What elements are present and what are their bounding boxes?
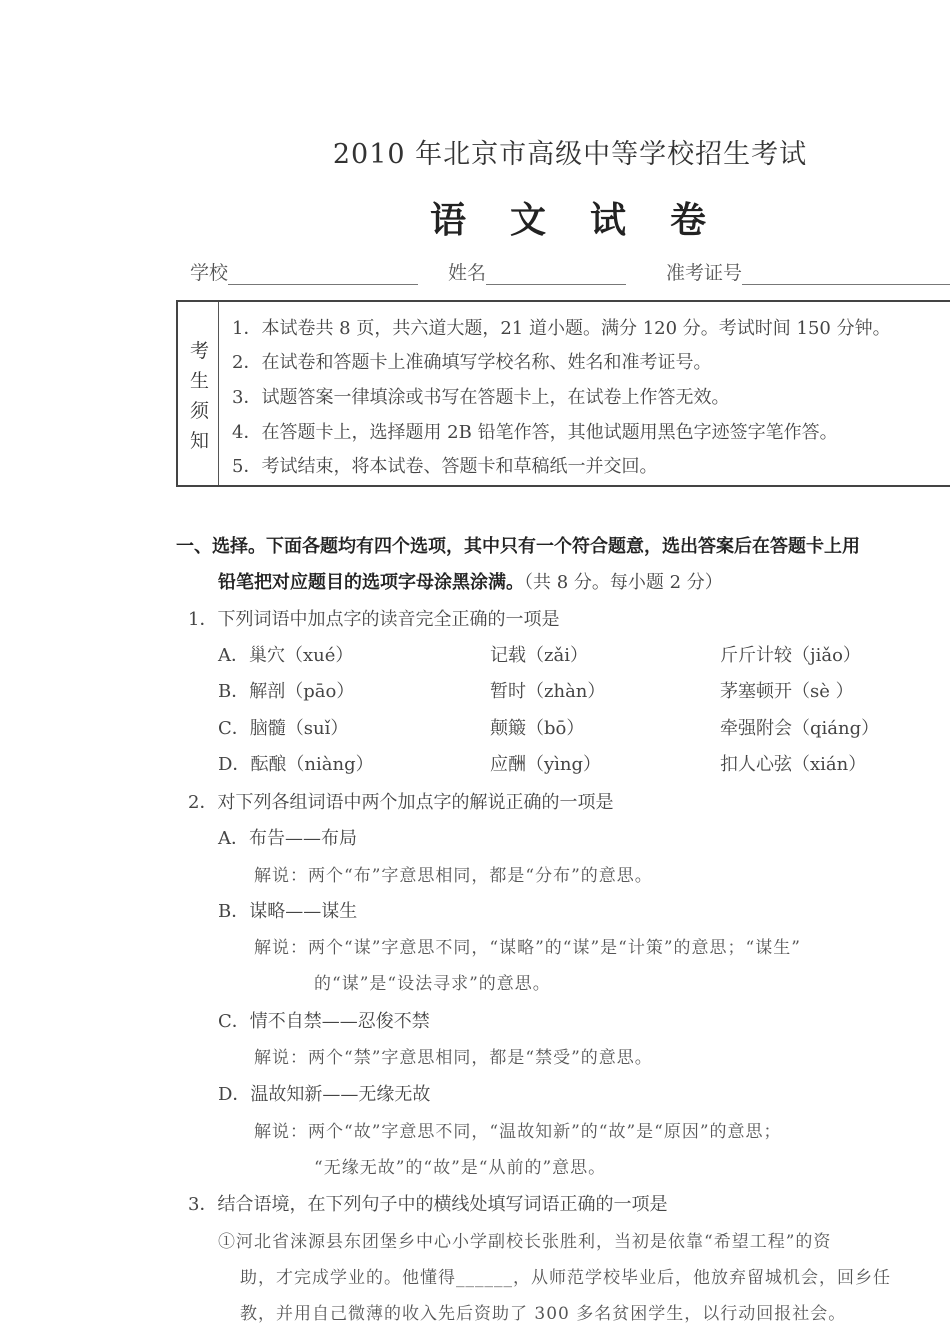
school-field[interactable] [228,262,418,285]
section-score-note: （共 8 分。每小题 2 分） [524,572,723,593]
option-cell: D．酝酿（niàng） [218,754,374,775]
option-cell: 扣人心弦（xián） [720,754,867,775]
option-explanation: “无缘无故”的“故”是“从前的”意思。 [314,1158,607,1178]
section-heading-line2 [218,568,723,594]
notice-item: 1．本试卷共 8 页，共六道大题，21 道小题。满分 120 分。考试时间 150 分钟。 [232,318,891,339]
exam-title: 2010 年北京市高级中等学校招生考试 [332,139,808,170]
passage-line: 助，才完成学业的。他懂得______，从师范学校毕业后，他放弃留城机会，回乡任 [240,1268,891,1288]
option-cell: B．解剖（pāo） [218,681,355,702]
option-label: D．温故知新——无缘无故 [218,1084,431,1105]
name-label: 姓名 [448,262,487,284]
option-cell: 斤斤计较（jiǎo） [720,645,861,666]
paper-subtitle: 语 文 试 卷 [429,199,710,241]
option-cell: 记载（zǎi） [490,645,588,666]
passage-line: 教，并用自己微薄的收入先后资助了 300 多名贫困学生，以行动回报社会。 [240,1304,847,1324]
exam-id-field[interactable] [742,262,950,285]
option-cell: 牵强附会（qiáng） [720,718,880,739]
school-label: 学校 [190,262,229,284]
notice-label-char: 须 [190,400,210,422]
option-explanation: 解说：两个“谋”字意思不同，“谋略”的“谋”是“计策”的意思；“谋生” [254,938,801,958]
question-stem: 1．下列词语中加点字的读音完全正确的一项是 [188,609,560,630]
question-stem: 3．结合语境，在下列句子中的横线处填写词语正确的一项是 [188,1194,668,1215]
option-cell: 应酬（yìng） [490,754,602,775]
option-cell: 暂时（zhàn） [490,681,606,702]
notice-item: 3．试题答案一律填涂或书写在答题卡上，在试卷上作答无效。 [232,387,730,408]
option-cell: 茅塞顿开（sè ） [720,681,854,702]
notice-item: 4．在答题卡上，选择题用 2B 铅笔作答，其他试题用黑色字迹签字笔作答。 [232,422,838,443]
notice-item: 2．在试卷和答题卡上准确填写学校名称、姓名和准考证号。 [232,352,712,373]
exam-notice-box [176,300,950,487]
option-label: C．情不自禁——忍俊不禁 [218,1011,430,1032]
section-heading: 一、选择。下面各题均有四个选项，其中只有一个符合题意，选出答案后在答题卡上用 [176,536,860,557]
notice-label-char: 生 [190,370,210,392]
question-stem: 2．对下列各组词语中两个加点字的解说正确的一项是 [188,792,614,813]
option-explanation: 的“谋”是“设法寻求”的意思。 [314,974,551,994]
option-cell: 颠簸（bō） [490,718,585,739]
notice-label [178,302,219,485]
option-label: B．谋略——谋生 [218,901,358,922]
option-cell: A．巢穴（xué） [218,645,354,666]
section-instruction: 铅笔把对应题目的选项字母涂黑涂满。 [218,572,524,593]
notice-label-char: 考 [190,340,210,362]
option-explanation: 解说：两个“禁”字意思相同，都是“禁受”的意思。 [254,1048,653,1068]
option-label: A．布告——布局 [218,828,357,849]
notice-label-char: 知 [190,430,210,452]
option-explanation: 解说：两个“布”字意思相同，都是“分布”的意思。 [254,866,653,886]
passage-line: ①河北省涞源县东团堡乡中心小学副校长张胜利，当初是依靠“希望工程”的资 [218,1232,832,1252]
name-field[interactable] [486,262,626,285]
option-cell: C．脑髓（suǐ） [218,718,349,739]
notice-item: 5．考试结束，将本试卷、答题卡和草稿纸一并交回。 [232,456,658,477]
exam-id-label: 准考证号 [666,262,743,284]
option-explanation: 解说：两个“故”字意思不同，“温故知新”的“故”是“原因”的意思； [254,1122,782,1142]
